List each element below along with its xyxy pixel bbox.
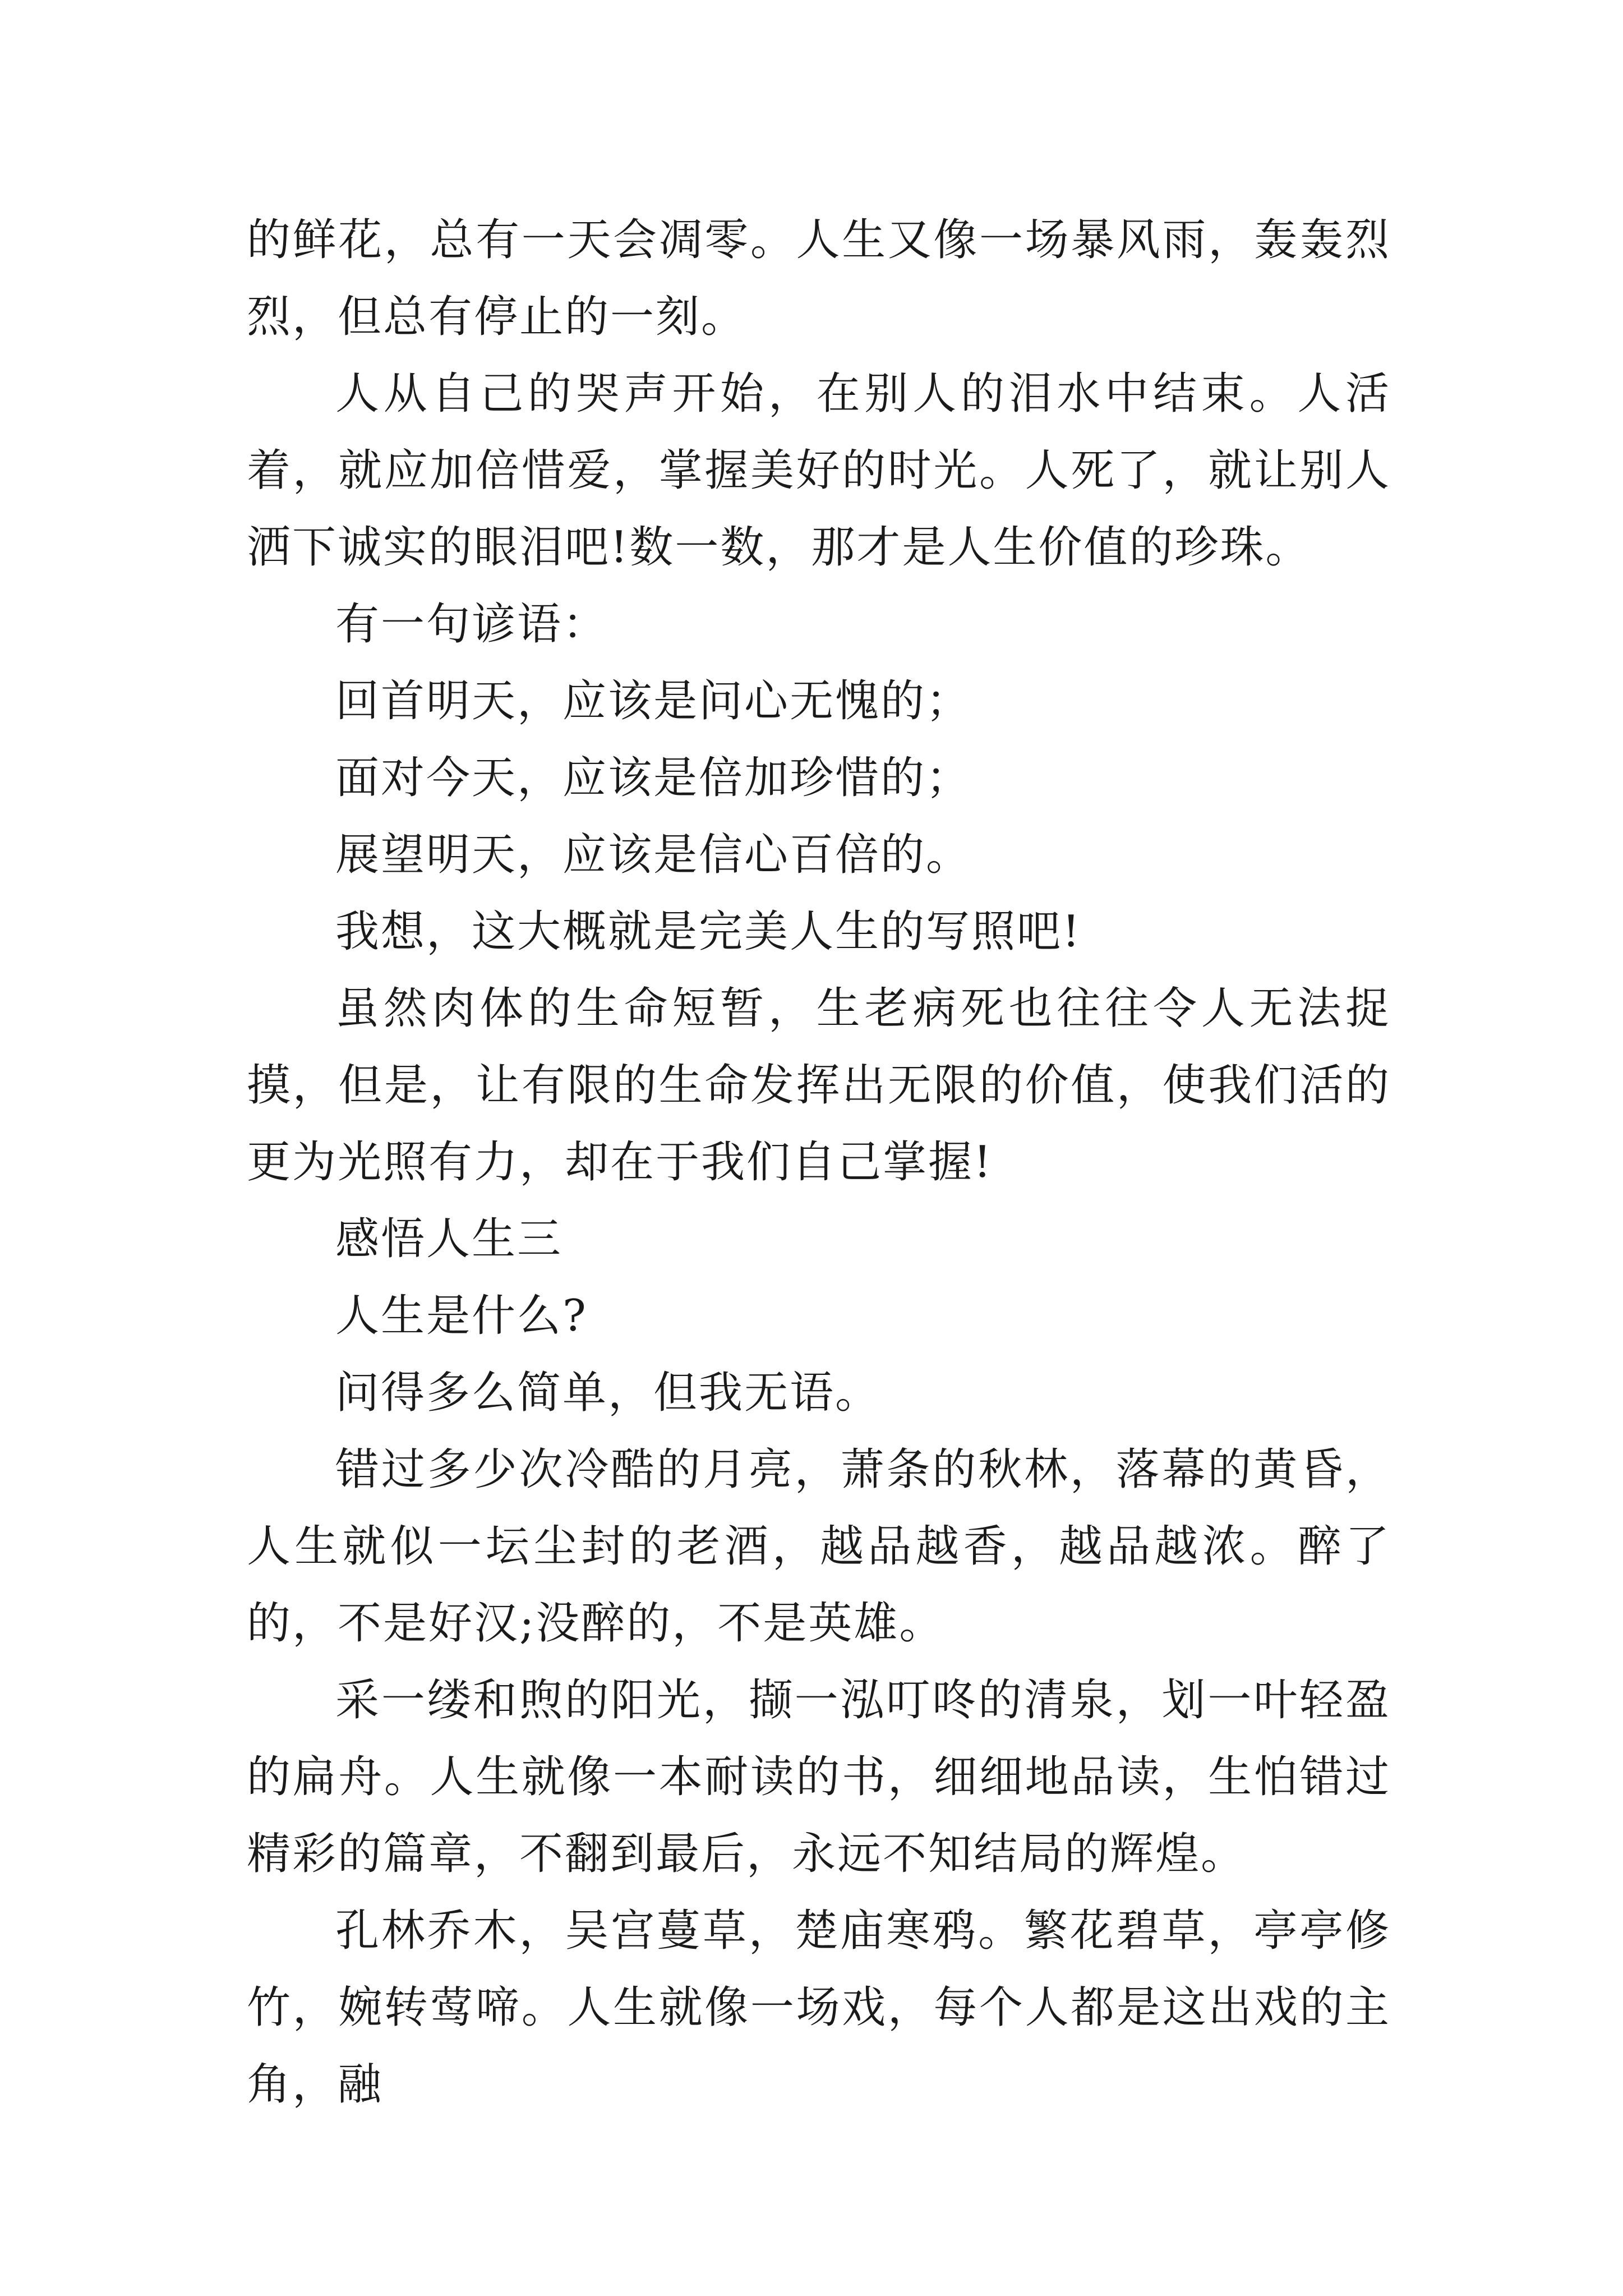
document-page — [247, 202, 1391, 2123]
paragraph-perfect-life: 我想，这大概就是完美人生的写照吧! — [335, 907, 1082, 957]
paragraph-tears: 人从自己的哭声开始，在别人的泪水中结束。人活着，就应加倍惜爱，掌握美好的时光。人死了，就让别人洒下诚实的眼泪吧!数一数，那才是人生价值的珍珠。 — [247, 369, 1391, 573]
paragraph-speechless: 问得多么简单，但我无语。 — [335, 1368, 881, 1418]
paragraph-limited-life: 虽然肉体的生命短暂，生老病死也往往令人无法捉摸，但是，让有限的生命发挥出无限的价值，使我们活的更为光照有力，却在于我们自己掌握! — [247, 983, 1391, 1188]
proverb-line-1: 回首明天，应该是问心无愧的； — [335, 676, 972, 726]
proverb-line-3: 展望明天，应该是信心百倍的。 — [335, 830, 972, 880]
section-heading: 感悟人生三 — [335, 1214, 563, 1264]
paragraph-book: 采一缕和煦的阳光，撷一泓叮咚的清泉，划一叶轻盈的扁舟。人生就像一本耐读的书，细细地品读，生怕错过精彩的篇章，不翻到最后，永远不知结局的辉煌。 — [247, 1675, 1391, 1879]
paragraph-question: 人生是什么? — [335, 1291, 588, 1341]
paragraph-continuation: 的鲜花，总有一天会凋零。人生又像一场暴风雨，轰轰烈烈，但总有停止的一刻。 — [247, 215, 1391, 342]
paragraph-play: 孔林乔木，吴宫蔓草，楚庙寒鸦。繁花碧草，亭亭修竹，婉转莺啼。人生就像一场戏，每个人都是这出戏的主角，融 — [247, 1906, 1391, 2110]
paragraph-old-wine: 错过多少次冷酷的月亮，萧条的秋林，落幕的黄昏，人生就似一坛尘封的老酒，越品越香，越品越浓。醉了的，不是好汉;没醉的，不是英雄。 — [247, 1444, 1391, 1649]
proverb-line-2: 面对今天，应该是倍加珍惜的； — [335, 753, 972, 803]
paragraph-proverb-intro: 有一句谚语： — [335, 599, 608, 650]
